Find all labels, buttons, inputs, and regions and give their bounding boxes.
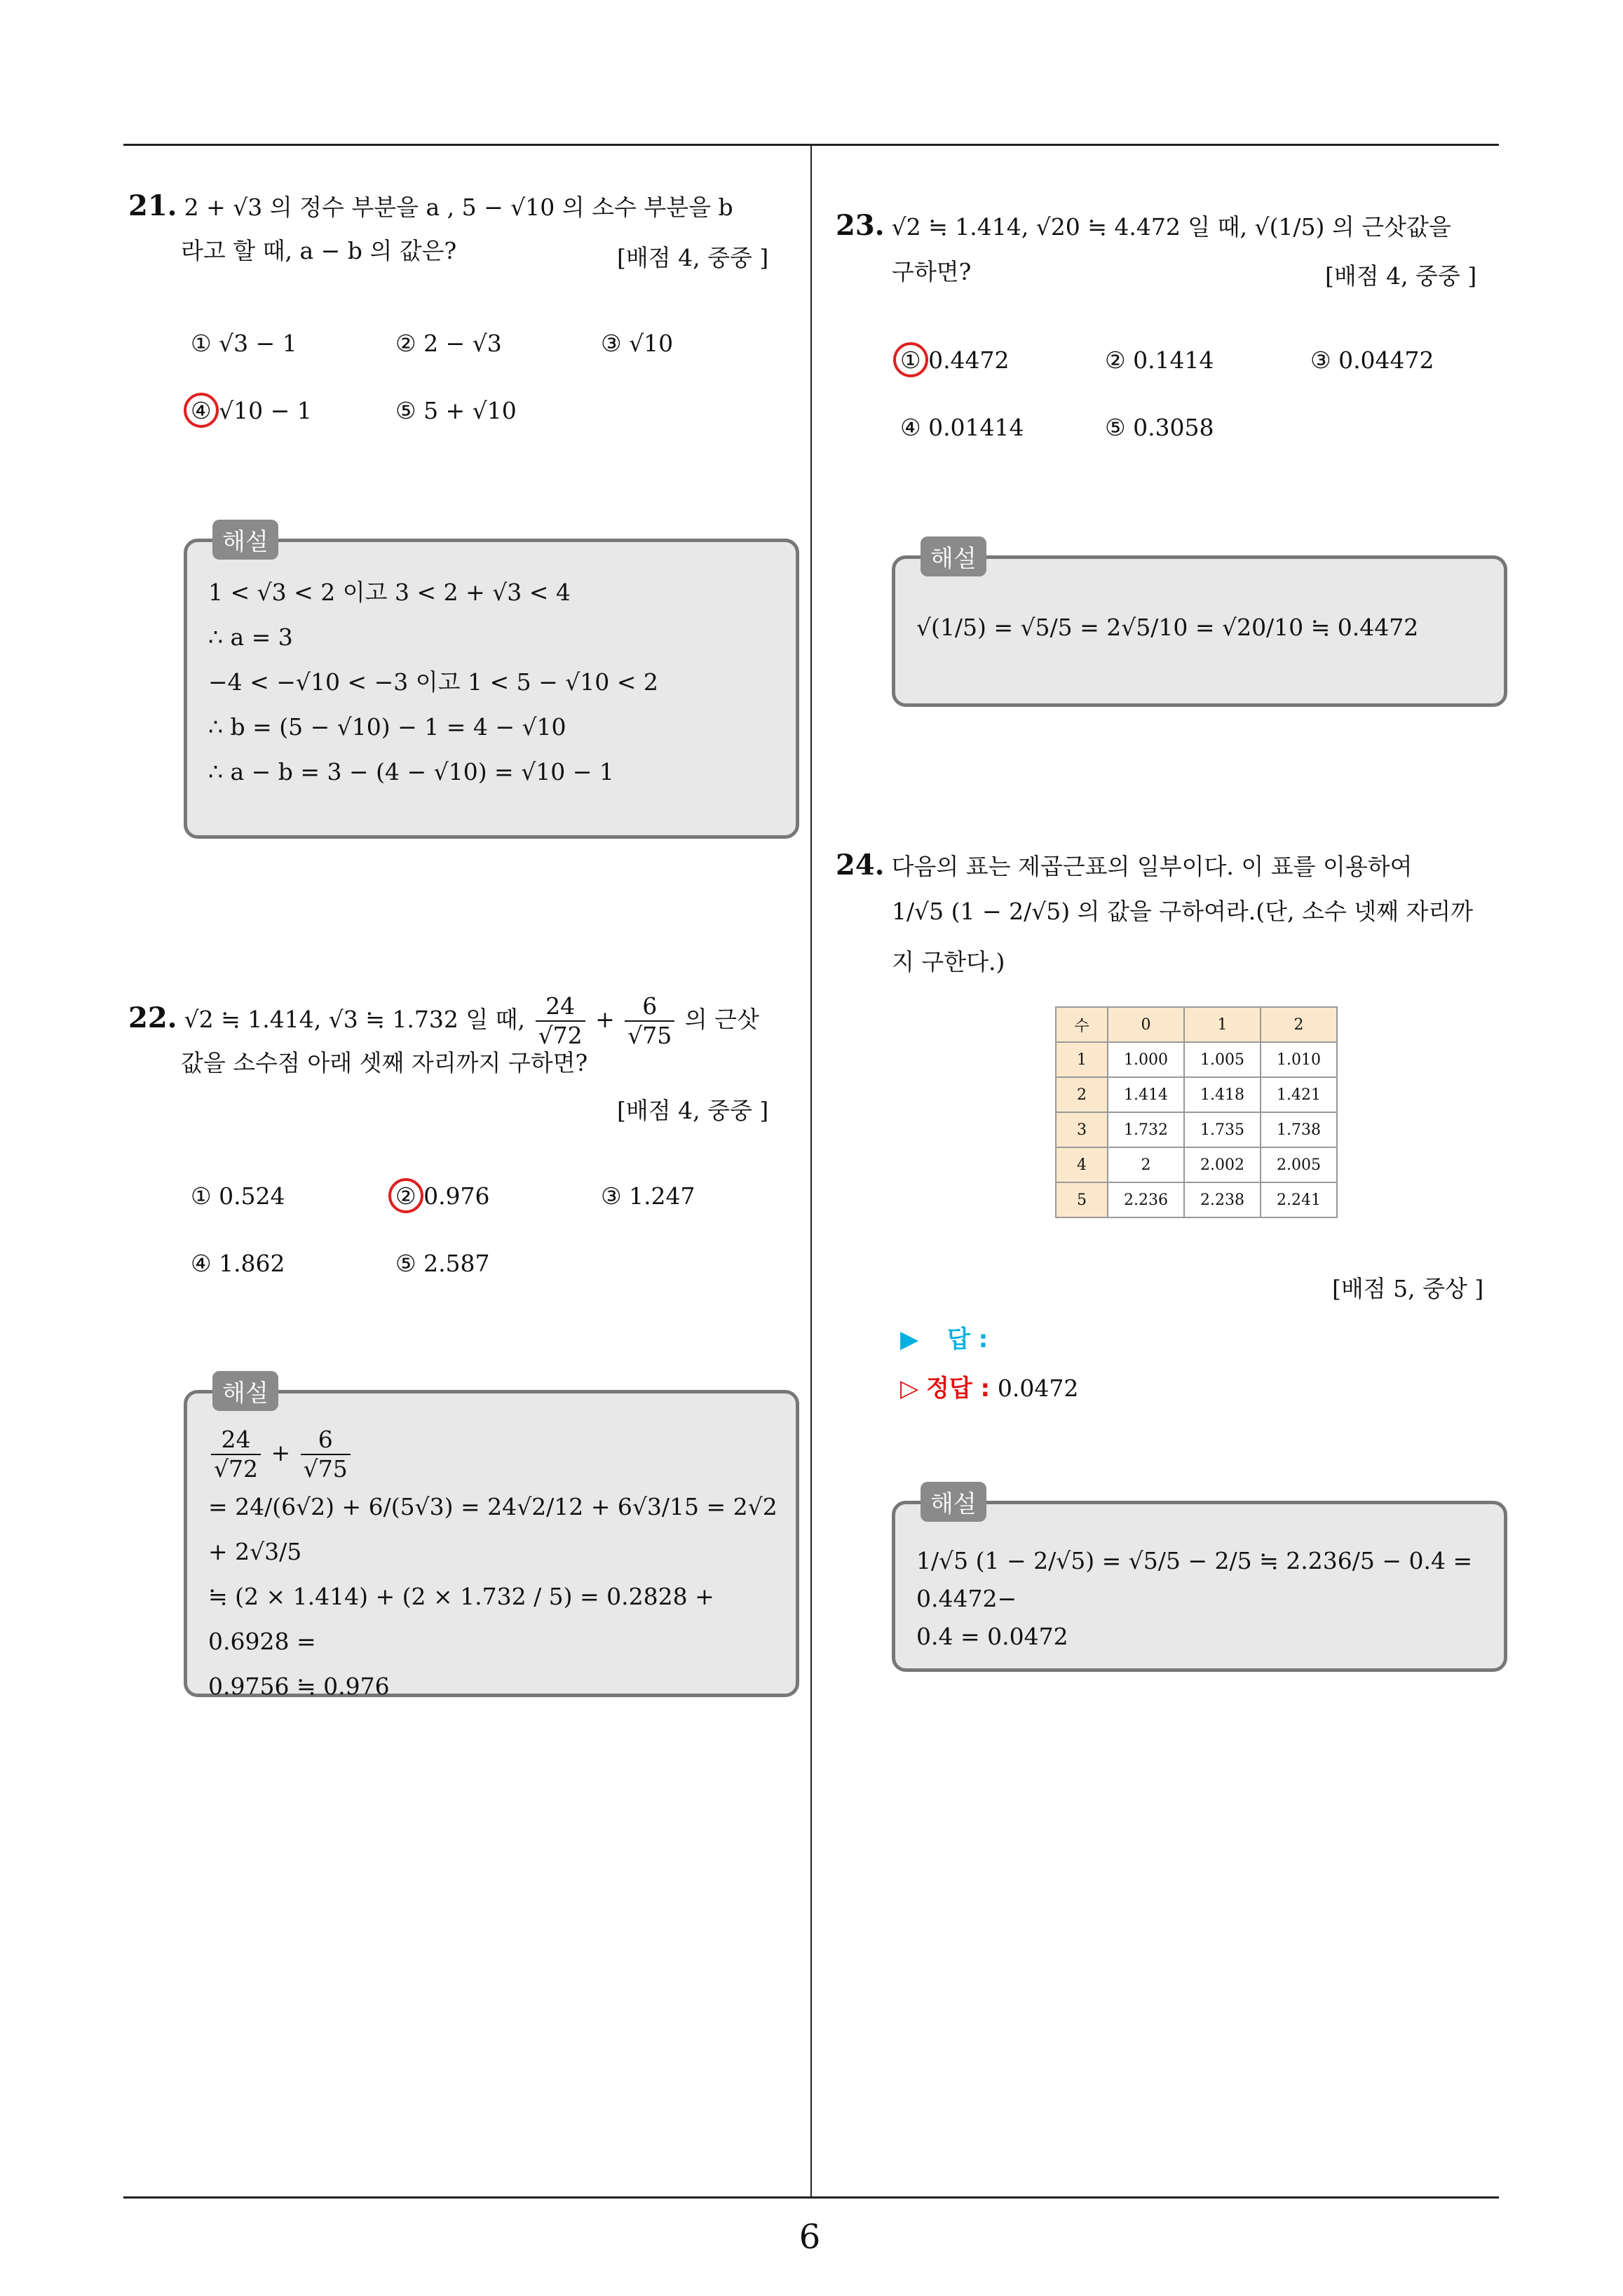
choice-4[interactable]: ④ 1.862 xyxy=(191,1250,285,1277)
choice-5[interactable]: ⑤ 2.587 xyxy=(395,1250,490,1277)
square-root-table xyxy=(1055,1006,1338,1218)
solution-text xyxy=(208,570,658,795)
choice-2[interactable]: ② 0.1414 xyxy=(1105,346,1214,374)
choice-1-selected[interactable]: ① 0.4472 xyxy=(900,346,1010,374)
table-header-row: 수 0 1 2 xyxy=(1056,1007,1337,1042)
question-24-line3: 지 구한다.) xyxy=(892,948,1005,975)
choice-3[interactable]: ③ 0.04472 xyxy=(1310,346,1434,374)
answer-circle-mark xyxy=(184,393,219,428)
solution-line: = 24/(6√2) + 6/(5√3) = 24√2/12 + 6√3/15 = 2√2 + 2√3/5 xyxy=(208,1493,777,1565)
question-22-line2: 값을 소수점 아래 셋째 자리까지 구하면? xyxy=(181,1049,588,1076)
question-23 xyxy=(836,203,1509,250)
solution-text xyxy=(208,1422,796,1709)
question-text: 다음의 표는 제곱근표의 일부이다. 이 표를 이용하여 xyxy=(891,853,1413,880)
question-21 xyxy=(128,184,801,230)
question-number: 24. xyxy=(836,849,885,882)
column-divider xyxy=(810,144,812,2196)
solution-label: 해설 xyxy=(212,1371,278,1411)
solution-line: ∴ b = (5 − √10) − 1 = 4 − √10 xyxy=(208,713,566,741)
question-number: 22. xyxy=(128,1001,177,1034)
question-23-line2: 구하면? xyxy=(892,258,972,285)
question-24 xyxy=(836,843,1509,889)
question-22: 22. √2 ≒ 1.414, √3 ≒ 1.732 일 때, $\frac{24}{√72}$ + $\frac{6}{√75}$ 의 근삿 xyxy=(128,992,759,1049)
solution-box-23 xyxy=(892,545,1507,707)
solution-line: −4 < −√10 < −3 이고 1 < 5 − √10 < 2 xyxy=(208,668,658,696)
solution-line: 1 < √3 < 2 이고 3 < 2 + √3 < 4 xyxy=(208,579,571,606)
correct-label: 정답 : xyxy=(925,1375,991,1403)
choice-4-selected[interactable]: ④ √10 − 1 xyxy=(191,397,312,424)
solution-label: 해설 xyxy=(921,536,986,576)
choice-1[interactable]: ① 0.524 xyxy=(191,1182,285,1210)
choice-1[interactable]: ① √3 − 1 xyxy=(191,330,297,357)
answer-label: 답 : xyxy=(946,1325,989,1353)
choice-2[interactable]: ② 2 − √3 xyxy=(395,330,502,357)
choice-5[interactable]: ⑤ 0.3058 xyxy=(1105,414,1214,441)
table-row: 4 2 2.002 2.005 xyxy=(1056,1147,1337,1182)
correct-answer-row xyxy=(900,1369,1078,1403)
solution-box-21 xyxy=(184,528,799,839)
fraction: $\frac{6}{√75}$ xyxy=(625,992,674,1050)
play-triangle-icon: ▶ xyxy=(900,1325,919,1353)
answer-row xyxy=(900,1320,988,1354)
question-number: 21. xyxy=(128,189,177,222)
choice-3[interactable]: ③ 1.247 xyxy=(601,1182,695,1210)
solution-line: ∴ a = 3 xyxy=(208,623,293,651)
solution-text xyxy=(916,1542,1504,1656)
correct-value: 0.0472 xyxy=(997,1375,1079,1402)
table-row: 2 1.414 1.418 1.421 xyxy=(1056,1077,1337,1112)
solution-line: 1/√5 (1 − 2/√5) = √5/5 − 2/5 ≒ 2.236/5 − 0.4 = 0.4472− xyxy=(916,1547,1473,1612)
choice-4[interactable]: ④ 0.01414 xyxy=(900,414,1024,441)
question-text: √2 ≒ 1.414, √20 ≒ 4.472 일 때, √(1/5) 의 근삿값을 xyxy=(891,213,1451,241)
solution-line: ≒ (2 × 1.414) + (2 × 1.732 / 5) = 0.2828 + 0.6928 = xyxy=(208,1583,714,1655)
outline-triangle-icon: ▷ xyxy=(900,1375,919,1403)
question-21-line2: 라고 할 때, a − b 의 값은? xyxy=(181,237,457,264)
score-badge: [배점 4, 중중 ] xyxy=(617,1097,769,1124)
table-row: 5 2.236 2.238 2.241 xyxy=(1056,1182,1337,1217)
solution-line: ∴ a − b = 3 − (4 − √10) = √10 − 1 xyxy=(208,758,614,785)
choice-3[interactable]: ③ √10 xyxy=(601,330,674,357)
fraction: $\frac{24}{√72}$ xyxy=(536,992,585,1050)
question-number: 23. xyxy=(836,209,885,242)
choice-2-selected[interactable]: ② 0.976 xyxy=(395,1182,490,1210)
question-text: 의 근삿 xyxy=(684,1006,759,1033)
solution-text: √(1/5) = √5/5 = 2√5/10 = √20/10 ≒ 0.4472 xyxy=(916,614,1419,641)
bottom-rule xyxy=(123,2196,1499,2199)
page-number: 6 xyxy=(799,2217,821,2257)
solution-box-22 xyxy=(184,1379,799,1700)
score-badge: [배점 4, 중중 ] xyxy=(617,244,769,271)
question-text: √2 ≒ 1.414, √3 ≒ 1.732 일 때, xyxy=(184,1006,526,1033)
solution-line: 0.9756 ≒ 0.976 xyxy=(208,1673,390,1700)
question-text-line1: 2 + √3 의 정수 부분을 a , 5 − √10 의 소수 부분을 b xyxy=(184,194,733,221)
choice-5[interactable]: ⑤ 5 + √10 xyxy=(395,397,517,424)
table-row: 1 1.000 1.005 1.010 xyxy=(1056,1042,1337,1077)
solution-label: 해설 xyxy=(921,1482,986,1522)
score-badge: [배점 5, 중상 ] xyxy=(1332,1275,1484,1302)
solution-box-24 xyxy=(892,1490,1507,1672)
solution-line: $\frac{24}{√72}$ + $\frac{6}{√75}$ xyxy=(208,1422,796,1485)
answer-circle-mark xyxy=(893,342,928,377)
score-badge: [배점 4, 중중 ] xyxy=(1325,262,1477,290)
answer-circle-mark xyxy=(388,1178,423,1213)
table-row: 3 1.732 1.735 1.738 xyxy=(1056,1112,1337,1147)
question-24-line2: 1/√5 (1 − 2/√5) 의 값을 구하여라.(단, 소수 넷째 자리까 xyxy=(892,898,1474,925)
solution-line: 0.4 = 0.0472 xyxy=(916,1623,1068,1650)
solution-label: 해설 xyxy=(212,520,278,560)
